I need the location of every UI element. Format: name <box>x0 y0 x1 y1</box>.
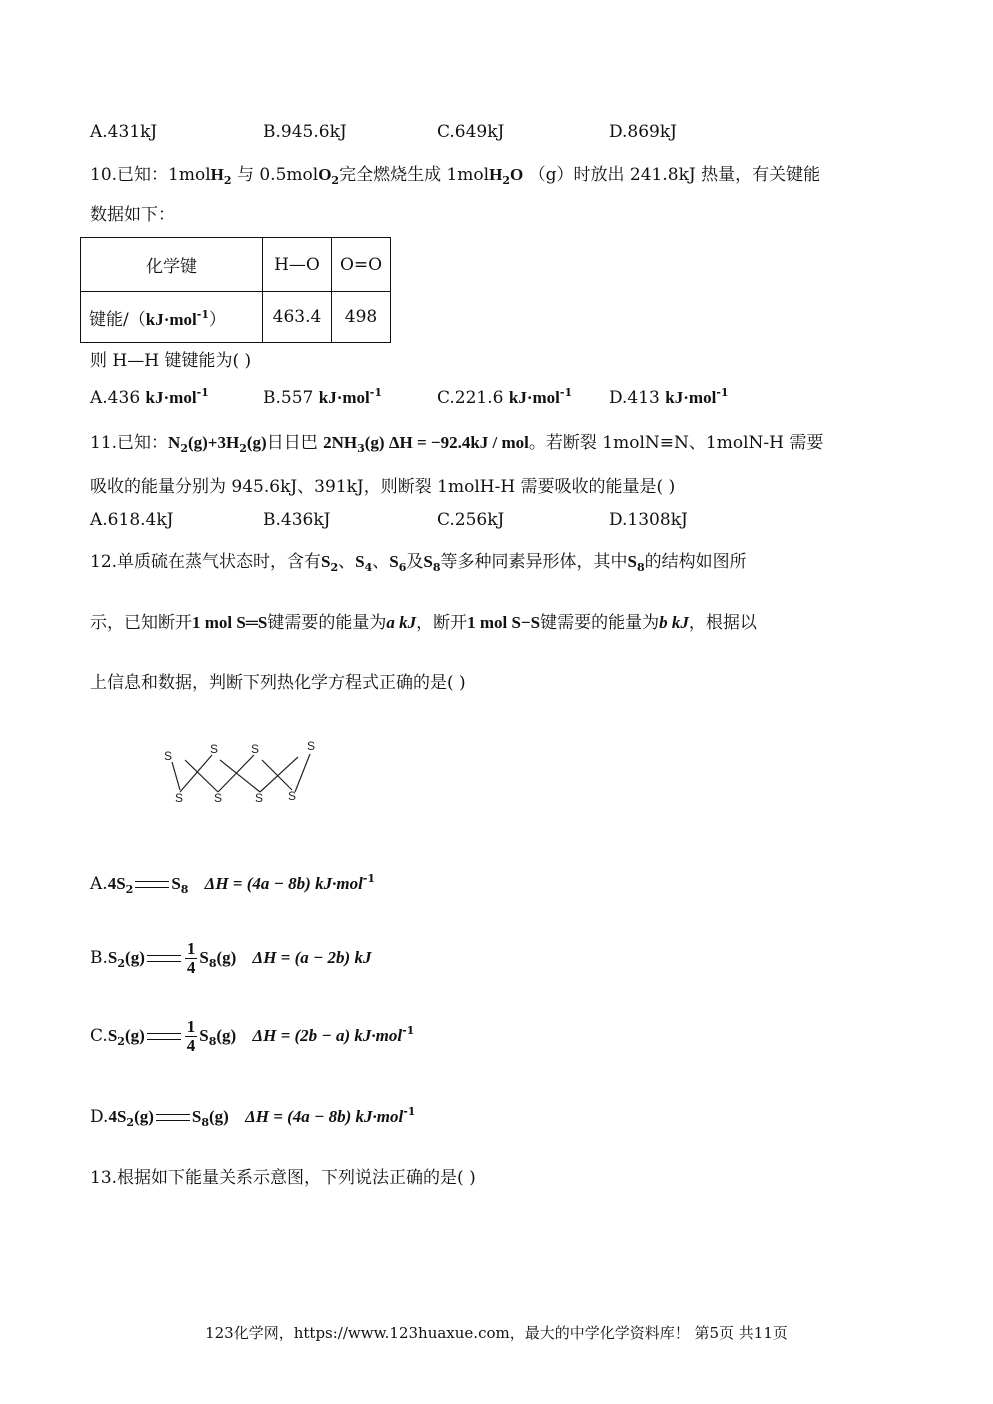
s-atom-7: S <box>307 739 316 753</box>
q11-option-a: A.618.4kJ <box>90 510 174 530</box>
q12-option-b: $B.S_2(g)$ $\frac{1}{4}$ $S_8(g)$ ΔH = (a − 2b) kJ <box>90 939 372 977</box>
s-atom-1: S <box>164 749 173 763</box>
q12-option-d: $D.4S_2(g)$ $S_8(g)$ ΔH = (4a − 8b) kJ·mol$^{-1}$ <box>90 1105 416 1129</box>
q12-stem-line-1: 12.单质硫在蒸气状态时，含有$S_2$、$S_4$、$S_6$及$S_8$等多种同素异形体，其中$S_8$的结构如图所 <box>90 552 747 574</box>
s-atom-4: S <box>214 791 223 805</box>
s8-structure-diagram <box>140 712 340 832</box>
q10-stem-line-2: 数据如下： <box>90 205 175 225</box>
q10-option-c: C.221.6 kJ·mol$^{-1}$ <box>437 386 573 408</box>
q13-stem: 13.根据如下能量关系示意图，下列说法正确的是( ) <box>90 1168 476 1188</box>
q10-option-b: B.557 kJ·mol$^{-1}$ <box>263 386 383 408</box>
q12-stem-line-2: 示，已知断开1 mol S═S键需要的能量为a kJ，断开1 mol S−S键需要的能量为b kJ，根据以 <box>90 613 757 633</box>
q11-option-d: D.1308kJ <box>609 510 688 530</box>
q9-option-d: D.869kJ <box>609 122 677 142</box>
q10-option-a: A.436 kJ·mol$^{-1}$ <box>90 386 209 408</box>
s-atom-6: S <box>255 791 264 805</box>
table-header-h-o: H—O <box>263 238 332 292</box>
s-atom-2: S <box>175 791 184 805</box>
q10-question: 则 H—H 键键能为( ) <box>90 351 252 371</box>
q12-stem-line-3: 上信息和数据，判断下列热化学方程式正确的是( ) <box>90 673 466 693</box>
table-header-bond: 化学键 <box>81 238 263 292</box>
q11-option-c: C.256kJ <box>437 510 505 530</box>
q11-option-b: B.436kJ <box>263 510 331 530</box>
q12-option-a: $A.4S_2$ $S_8$ ΔH = (4a − 8b) kJ·mol$^{-1}$ <box>90 872 376 896</box>
q11-stem-line-2: 吸收的能量分别为 945.6kJ、391kJ，则断裂 1molH-H 需要吸收的能量是( ) <box>90 477 676 497</box>
s-atom-3: S <box>210 742 219 756</box>
q11-stem-line-1: 11.已知：$N_2(g)+3H_2(g)$日日巴 $2NH_3(g) \Delta H = -92.4kJ$ / mol。若断裂 1molN≡N、1molN-H 需要 <box>90 433 824 455</box>
q9-option-c: C.649kJ <box>437 122 505 142</box>
bond-energy-table <box>80 237 391 343</box>
q10-stem-line-1: 10.已知：1molH$_2$ 与 0.5molO$_2$完全燃烧生成 1molH$_2$O （g）时放出 241.8kJ 热量，有关键能 <box>90 165 821 187</box>
s-atom-8: S <box>288 789 297 803</box>
s-atom-5: S <box>251 742 260 756</box>
q12-option-c: $C.S_2(g)$ $\frac{1}{4}$ $S_8(g)$ ΔH = (2b − a) kJ·mol$^{-1}$ <box>90 1017 415 1055</box>
q10-option-d: D.413 kJ·mol$^{-1}$ <box>609 386 729 408</box>
q9-option-a: A.431kJ <box>90 122 158 142</box>
table-row-label: 键能/（kJ·mol$^{-1}$） <box>81 292 263 343</box>
q9-option-b: B.945.6kJ <box>263 122 347 142</box>
table-value-o-o: 498 <box>332 292 391 343</box>
table-header-o-o: O=O <box>332 238 391 292</box>
page-footer: 123化学网，https://www.123huaxue.com，最大的中学化学资料库！ 第5页 共11页 <box>205 1324 788 1342</box>
table-value-h-o: 463.4 <box>263 292 332 343</box>
